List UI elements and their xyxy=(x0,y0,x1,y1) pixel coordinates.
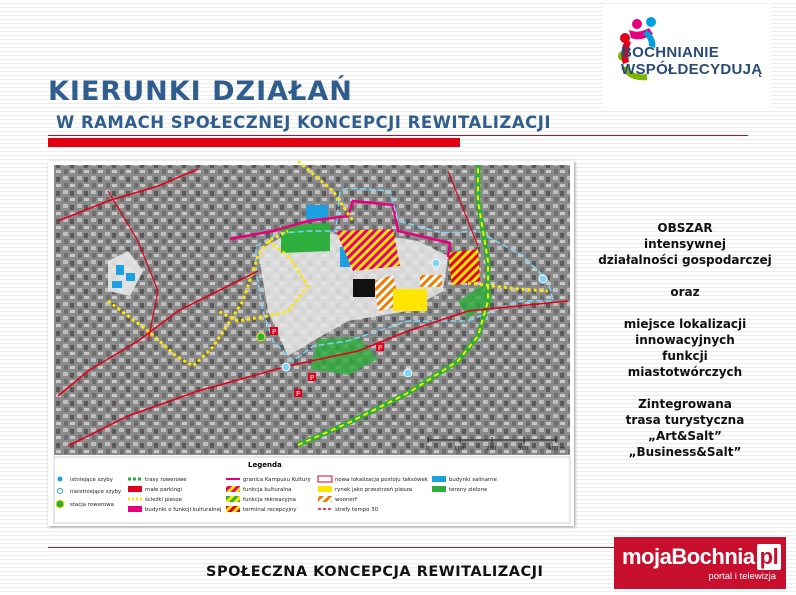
parking-icon xyxy=(308,373,316,382)
legend-label: ścieżki piesze xyxy=(145,497,182,503)
blue-building xyxy=(112,281,122,288)
legend-label: budynki o funkcji kulturalnej xyxy=(145,507,222,513)
scale-label: 300 xyxy=(518,446,529,452)
logo-text xyxy=(621,44,762,78)
green-area-symbol xyxy=(432,486,446,492)
legend-label: nowa lokalizacja postoju taksówek xyxy=(335,477,428,483)
badge-main-text: mojaBochnia xyxy=(622,544,755,569)
side-line: oraz xyxy=(670,285,700,299)
logo-line2: WSPÓŁDECYDUJĄ xyxy=(621,61,763,78)
legend-label: funkcja rekreacyjna xyxy=(243,497,296,503)
side-line: trasa turystyczna xyxy=(625,413,745,427)
legend-label: trasy rowerowe xyxy=(145,477,187,483)
badge-suffix: pl xyxy=(757,544,782,570)
side-line: miejsce lokalizacji xyxy=(623,317,747,331)
taxi-symbol xyxy=(318,476,332,482)
blue-building xyxy=(306,205,328,219)
market-symbol xyxy=(318,486,332,492)
bike-station-icon xyxy=(257,333,265,341)
market-square xyxy=(393,289,427,311)
side-line: Zintegrowana xyxy=(638,397,732,411)
badge-brand xyxy=(622,544,781,570)
blue-building xyxy=(116,265,124,275)
blue-building xyxy=(126,273,135,281)
parking-icon xyxy=(294,389,302,398)
svg-text:P: P xyxy=(378,344,383,352)
badge-subtitle: portal i telewizja xyxy=(708,571,776,582)
parking-icon xyxy=(376,343,384,352)
parking-symbol xyxy=(128,486,142,492)
legend-label: strefy tempo 30 xyxy=(335,507,379,513)
shaft-icon xyxy=(432,259,440,267)
culture-function-symbol xyxy=(226,486,240,492)
svg-text:P: P xyxy=(272,328,277,336)
revitalization-map xyxy=(48,161,574,526)
shaft-outline-icon xyxy=(58,489,63,494)
scale-label: 100 xyxy=(454,446,465,452)
legend-label: terminal recepcyjny xyxy=(243,507,297,513)
reception-terminal xyxy=(448,249,480,285)
svg-text:P: P xyxy=(296,390,301,398)
title-divider xyxy=(48,135,748,136)
scale-label: 200 xyxy=(486,446,497,452)
legend-label: woonerf xyxy=(335,497,357,503)
salt-building-symbol xyxy=(432,476,446,482)
side-line: intensywnej xyxy=(644,237,726,251)
side-line: „Art&Salt” xyxy=(648,429,722,443)
shaft-icon xyxy=(539,275,547,283)
woonerf-symbol xyxy=(318,496,332,502)
recreation-function-symbol xyxy=(226,496,240,502)
side-line: działalności gospodarczej xyxy=(598,253,772,267)
side-description xyxy=(585,220,785,460)
side-line: „Business&Salt” xyxy=(628,445,742,459)
legend-title: Legenda xyxy=(248,461,282,469)
shaft-icon xyxy=(282,363,290,371)
legend-label: funkcja kulturalna xyxy=(243,487,292,493)
side-line: miastotwórczych xyxy=(627,365,743,379)
shaft-icon xyxy=(404,369,412,377)
bike-station-icon xyxy=(56,500,64,508)
mojabochnia-badge[interactable] xyxy=(614,537,786,589)
scale-label: 0 xyxy=(426,446,430,452)
side-line: OBSZAR xyxy=(657,221,713,235)
map-svg xyxy=(48,161,574,526)
legend-label: tereny zielone xyxy=(449,487,488,493)
footer-title: SPOŁECZNA KONCEPCJA REWITALIZACJI xyxy=(206,564,544,580)
map-legend xyxy=(54,457,570,523)
woonerf xyxy=(420,275,442,287)
logo-line1: BOCHNIANIE xyxy=(621,44,720,61)
page-title: KIERUNKI DZIAŁAŃ xyxy=(48,76,353,107)
svg-text:P: P xyxy=(310,374,315,382)
legend-label: budynki salinarne xyxy=(449,477,497,483)
title-red-bar xyxy=(48,138,460,147)
shaft-icon xyxy=(58,477,63,482)
bochnianie-logo xyxy=(603,6,771,110)
side-line: innowacyjnych xyxy=(635,333,735,347)
legend-label: nieistniejące szyby xyxy=(70,489,122,495)
page-subtitle: W RAMACH SPOŁECZNEJ KONCEPCJI REWITALIZACJI xyxy=(56,113,551,132)
legend-label: rynek jako przestrzeń piesza xyxy=(335,487,413,493)
legend-label: istniejące szyby xyxy=(70,477,113,483)
parking-icon xyxy=(270,327,278,336)
legend-label: stacja rowerowa xyxy=(70,502,114,508)
side-line: funkcji xyxy=(662,349,708,363)
reception-terminal-symbol xyxy=(226,506,240,512)
culture-building-symbol xyxy=(128,506,142,512)
black-building xyxy=(353,279,375,297)
scale-label: 400 m xyxy=(548,446,566,452)
legend-label: małe parkingi xyxy=(145,487,183,493)
legend-label: granica Kampusu Kultury xyxy=(243,477,311,483)
